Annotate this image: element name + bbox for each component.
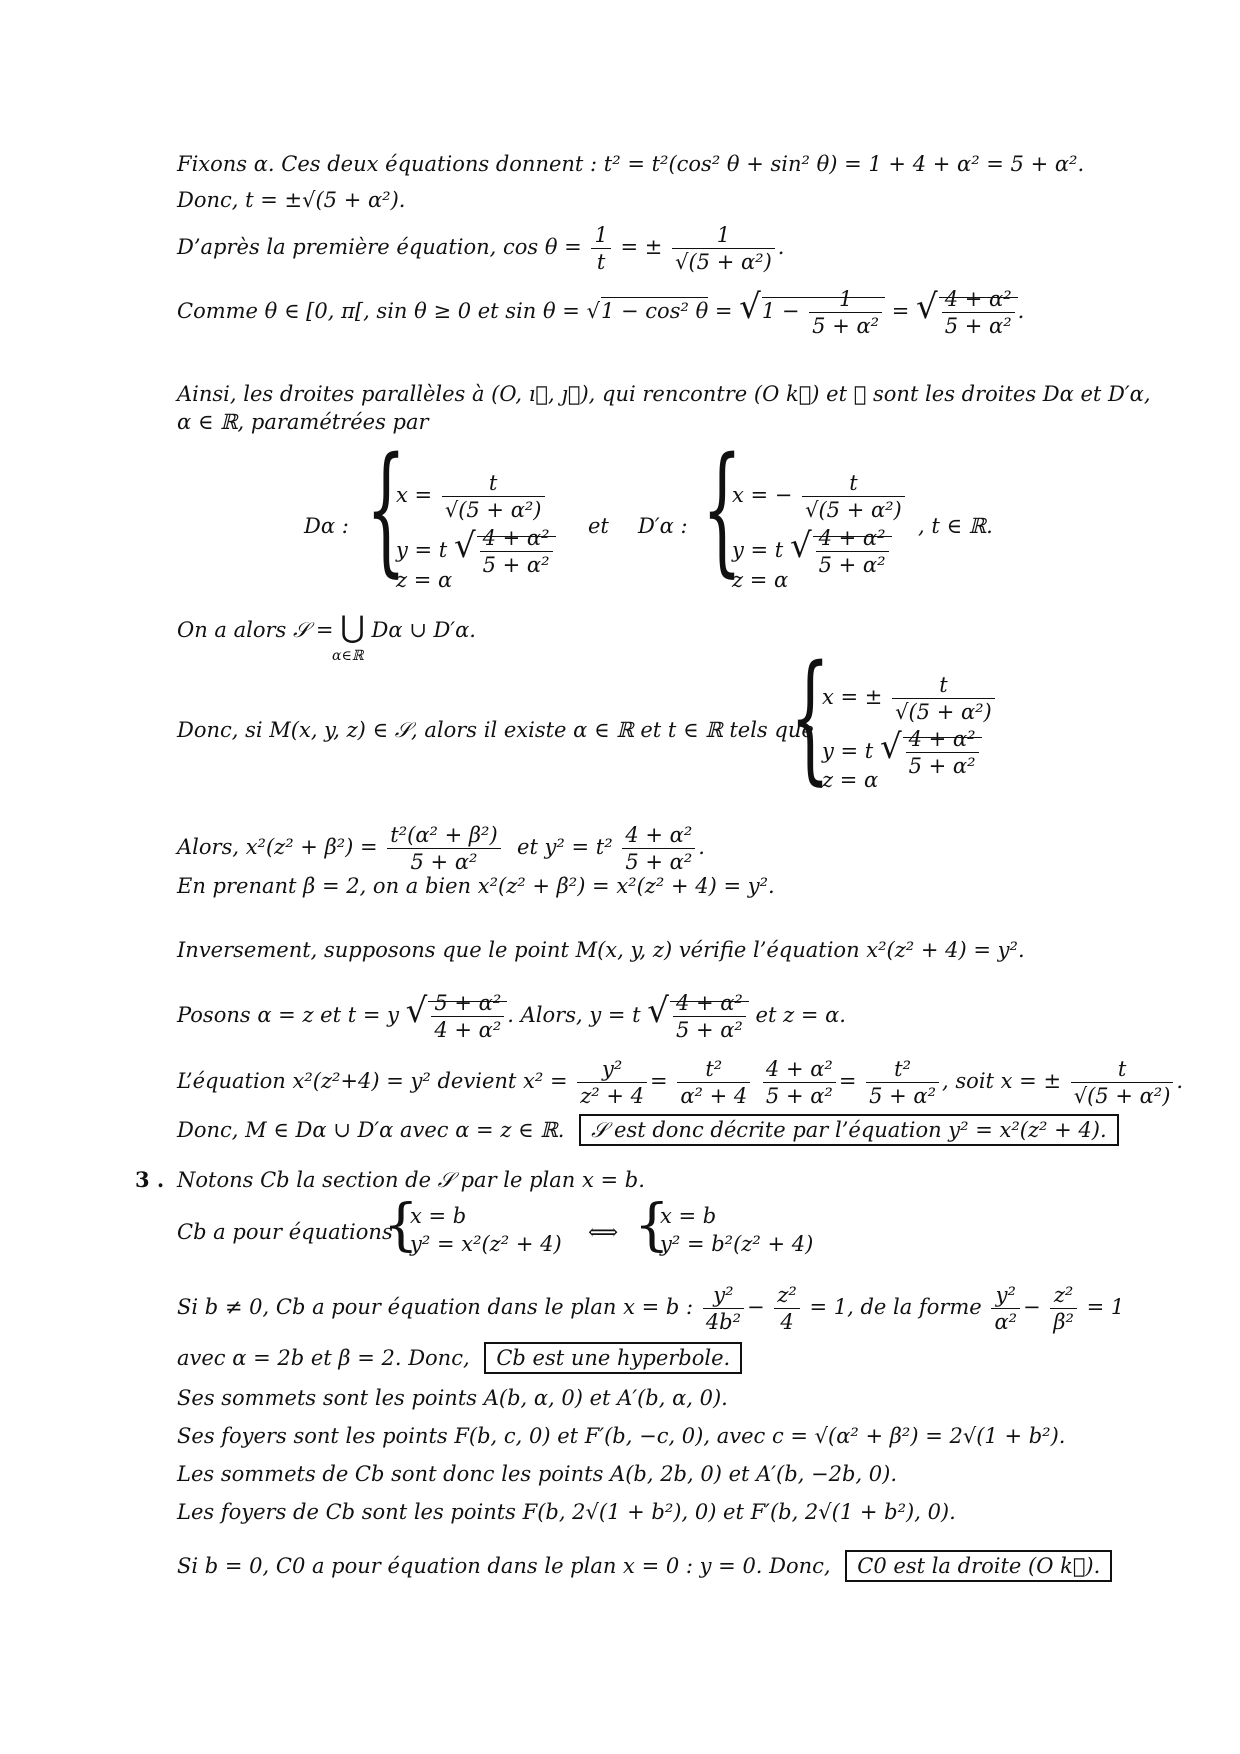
- system-C2-row2: y² = b²(z² + 4): [660, 1232, 814, 1256]
- denominator: α² + 4: [680, 1084, 748, 1108]
- line-12-b: Alors, y = t: [520, 1003, 641, 1027]
- numerator: 1: [591, 222, 610, 249]
- fraction-z2-over-4: [774, 1282, 799, 1335]
- denominator: 5 + α²: [818, 553, 886, 577]
- text-line-5: Ainsi, les droites parallèles à (O, ı⃗, ȷ⃗), qui rencontre (O k⃗) et ℋ sont les droites Dα et D′α,: [177, 382, 1151, 406]
- line-3-text: D’après la première équation, cos θ =: [177, 235, 582, 259]
- text-line-7: [177, 610, 476, 645]
- sys-Dp-y-label: y = t: [732, 538, 784, 562]
- text-line-15: Notons Cb la section de 𝒮 par le plan x = b.: [177, 1168, 645, 1192]
- numerator: z²: [774, 1282, 799, 1309]
- fraction-1-over-5a: [809, 286, 882, 339]
- text-line-18: [177, 1344, 742, 1372]
- text-line-6: α ∈ ℝ, paramétrées par: [177, 410, 429, 434]
- numerator: 1: [672, 222, 775, 249]
- line-13-b: , soit x = ±: [942, 1069, 1062, 1093]
- fraction-y2-over-z24: [577, 1056, 647, 1109]
- denominator: √(5 + α²): [444, 498, 542, 522]
- denominator: 5 + α²: [482, 553, 550, 577]
- sqrt-frac: [428, 991, 507, 1042]
- label-D-alpha: Dα :: [304, 514, 349, 538]
- denominator: 5 + α²: [944, 314, 1012, 338]
- system-C1-row1: x = b: [410, 1204, 467, 1228]
- fraction-t-over-sqrt: [892, 672, 995, 725]
- system-Dp-z: z = α: [732, 568, 789, 592]
- text-line-9: Alors, x²(z² + β²) = $\frac{\text{t²(α² + β²)}}{\text{5 + α²}}$ et y² = t² $\frac{\text{4 + α²}}{\text{5 + α²}}$ .: [177, 823, 705, 874]
- big-union-symbol: ⋃: [340, 610, 365, 645]
- fraction-t-over-sqrt: [802, 470, 905, 523]
- system-C1-row2: y² = x²(z² + 4): [410, 1232, 562, 1256]
- sqrt-frac: [813, 526, 892, 577]
- system-D-y: y = t √ $\frac{\text{4 + α²}}{\text{5 + α²}}$: [396, 525, 556, 578]
- sqrt-one-minus-cos: 1 − cos² θ: [600, 299, 709, 323]
- text-line-17: Si b ≠ 0, Cb a pour équation dans le plan x = b : $\frac{\text{y²}}{\text{4b²}}$ − $\frac{\text{z²}}{4}$ = 1, de la forme $\frac{\text{y²}}{\text{α²}}$ − $\frac{\text{z²}}{\text{β²}}$ = 1: [177, 1283, 1125, 1334]
- fraction-4a-over-5a: [816, 525, 889, 578]
- numerator: 4 + α²: [673, 990, 746, 1017]
- numerator: t²: [866, 1056, 939, 1083]
- line-17-c: = 1: [1086, 1295, 1125, 1319]
- denominator: β²: [1053, 1310, 1074, 1334]
- text-line-16: Cb a pour équations: [177, 1220, 393, 1244]
- numerator: t²: [677, 1056, 750, 1083]
- sys-M-x-label: x = ±: [822, 685, 883, 709]
- numerator: 4 + α²: [763, 1056, 836, 1083]
- text-line-8: Donc, si M(x, y, z) ∈ 𝒮, alors il existe α ∈ ℝ et t ∈ ℝ tels que: [177, 718, 814, 742]
- text-line-11: Inversement, supposons que le point M(x, y, z) vérifie l’équation x²(z² + 4) = y².: [177, 938, 1025, 962]
- line-12-c: et z = α.: [755, 1003, 846, 1027]
- one-minus: 1 −: [761, 299, 800, 323]
- sqrt-one-minus-frac: [761, 287, 885, 338]
- system-tail: , t ∈ ℝ.: [918, 514, 993, 538]
- text-line-3: D’après la première équation, cos θ = $\frac{1}{t}$ = ± $\frac{1}{\text{√(5 + α²)}}$ .: [177, 223, 785, 274]
- denominator: 5 + α²: [410, 850, 478, 874]
- denominator: 5 + α²: [625, 850, 693, 874]
- text-line-22: Les foyers de Cb sont les points F(b, 2√(1 + b²), 0) et F′(b, 2√(1 + b²), 0).: [177, 1500, 956, 1524]
- label-D-prime-alpha: D′α :: [638, 514, 688, 538]
- numerator: z²: [1050, 1282, 1077, 1309]
- denominator: √(5 + α²): [895, 700, 992, 724]
- sqrt-frac-4a-5a: [939, 287, 1018, 338]
- sys-Dp-x-label: x = −: [732, 483, 793, 507]
- sys-M-y-label: y = t: [822, 739, 874, 763]
- sqrt-frac: [903, 727, 982, 778]
- fraction-t2ab-over-5a: [387, 822, 500, 875]
- boxed-hyperbole: Cb est une hyperbole.: [484, 1342, 742, 1374]
- denominator: √(5 + α²): [675, 250, 772, 274]
- line-7-text: On a alors 𝒮 =: [177, 618, 334, 642]
- fraction-1-over-sqrt: [672, 222, 775, 275]
- system-D-x: [396, 470, 548, 523]
- denominator: 5 + α²: [869, 1084, 937, 1108]
- fraction-t2-over-a24: [677, 1056, 750, 1109]
- numerator: 4 + α²: [480, 525, 553, 552]
- fraction-1-over-t: [591, 222, 610, 275]
- sqrt-frac: [477, 526, 556, 577]
- numerator: t: [442, 470, 545, 497]
- numerator: t: [892, 672, 995, 699]
- text-line-1: Fixons α. Ces deux équations donnent : t² = t²(cos² θ + sin² θ) = 1 + 4 + α² = 5 + α².: [177, 152, 1085, 176]
- numerator: t: [802, 470, 905, 497]
- fraction-y2-over-a2: [991, 1282, 1020, 1335]
- fraction-4a-over-5a: [763, 1056, 836, 1109]
- text-line-14: [177, 1116, 1119, 1144]
- line-12-a: Posons α = z et t = y: [177, 1003, 399, 1027]
- denominator: √(5 + α²): [1073, 1084, 1171, 1108]
- line-18-a: avec α = 2b et β = 2. Donc,: [177, 1346, 470, 1370]
- system-Dp-x: [732, 470, 908, 523]
- numerator: y²: [703, 1282, 744, 1309]
- denominator: √(5 + α²): [805, 498, 902, 522]
- numerator: t²(α² + β²): [387, 822, 500, 849]
- sys-D-x-label: x =: [396, 483, 433, 507]
- line-23-a: Si b = 0, C0 a pour équation dans le plan x = 0 : y = 0. Donc,: [177, 1554, 831, 1578]
- system-D-z: z = α: [396, 568, 453, 592]
- section-number: 3 .: [135, 1167, 165, 1192]
- system-C2-row1: x = b: [660, 1204, 717, 1228]
- fraction-5a-over-4a: [431, 990, 504, 1043]
- line-4-text: Comme θ ∈ [0, π[, sin θ ≥ 0 et sin θ =: [177, 299, 580, 323]
- line-3-rest: = ±: [620, 235, 663, 259]
- text-line-12: Posons α = z et t = y √ $\frac{\text{5 + α²}}{\text{4 + α²}}$ . Alors, y = t √ $\frac{\text{4 + α²}}{\text{5 + α²}}$ et z = α.: [177, 991, 846, 1042]
- system-M-x: [822, 672, 998, 725]
- denominator: 4: [780, 1310, 794, 1334]
- boxed-C0-line: C0 est la droite (O k⃗).: [845, 1550, 1112, 1582]
- line-7-rest: Dα ∪ D′α.: [371, 618, 476, 642]
- text-line-20: Ses foyers sont les points F(b, c, 0) et F′(b, −c, 0), avec c = √(α² + β²) = 2√(1 + b²).: [177, 1424, 1066, 1448]
- denominator: 5 + α²: [765, 1084, 833, 1108]
- denominator: α²: [994, 1310, 1018, 1334]
- fraction-t-over-sqrt: [1071, 1056, 1174, 1109]
- fraction-y2-over-4b2: [703, 1282, 744, 1335]
- denominator: 5 + α²: [675, 1018, 743, 1042]
- text-line-4: Comme θ ∈ [0, π[, sin θ ≥ 0 et sin θ = √1 − cos² θ = √1 − $\frac{1}{\text{5 + α²}}$ = √ $\frac{\text{4 + α²}}{\text{5 + α²}}$ .: [177, 287, 1025, 338]
- union-subscript: α∈ℝ: [332, 648, 364, 664]
- denominator: 4b²: [705, 1310, 742, 1334]
- fraction-t2-over-5a: [866, 1056, 939, 1109]
- numerator: y²: [991, 1282, 1020, 1309]
- numerator: t: [1071, 1056, 1174, 1083]
- iff-symbol: ⟺: [588, 1220, 619, 1244]
- text-line-13: L’équation x²(z²+4) = y² devient x² = $\frac{\text{y²}}{\text{z² + 4}}$ = $\frac{\text{t²}}{\text{α² + 4}}$ $\frac{\text{4 + α²}}{\text{5 + α²}}$ = $\frac{\text{t²}}{\text{5 + α²}}$ , soit x = ± $\frac{t}{\text{√(5 + α²)}}$ .: [177, 1057, 1184, 1108]
- line-14-a: Donc, M ∈ Dα ∪ D′α avec α = z ∈ ℝ.: [177, 1118, 565, 1142]
- line-17-a: Si b ≠ 0, Cb a pour équation dans le plan x = b :: [177, 1295, 694, 1319]
- numerator: 4 + α²: [942, 286, 1015, 313]
- text-line-2: Donc, t = ±√(5 + α²).: [177, 188, 406, 212]
- left-brace-C2: {: [634, 1193, 670, 1258]
- numerator: 4 + α²: [816, 525, 889, 552]
- denominator: z² + 4: [580, 1084, 645, 1108]
- line-13-a: L’équation x²(z²+4) = y² devient x² =: [177, 1069, 568, 1093]
- numerator: 1: [809, 286, 882, 313]
- left-brace-Dp: {: [702, 428, 743, 591]
- fraction-z2-over-b2: [1050, 1282, 1077, 1335]
- boxed-result-equation: 𝒮 est donc décrite par l’équation y² = x²(z² + 4).: [579, 1114, 1119, 1146]
- fraction-4a-over-5a: [906, 726, 979, 779]
- fraction-t-over-sqrt: [442, 470, 545, 523]
- system-Dp-y: y = t √ $\frac{\text{4 + α²}}{\text{5 + α²}}$: [732, 525, 892, 578]
- left-brace-D: {: [366, 428, 407, 591]
- text-line-19: Ses sommets sont les points A(b, α, 0) et A′(b, α, 0).: [177, 1386, 728, 1410]
- left-brace-C1: {: [383, 1193, 419, 1258]
- sqrt-frac: [670, 991, 749, 1042]
- text-line-21: Les sommets de Cb sont donc les points A(b, 2b, 0) et A′(b, −2b, 0).: [177, 1462, 898, 1486]
- denominator: 4 + α²: [434, 1018, 502, 1042]
- line-9-b: et y² = t²: [517, 835, 613, 859]
- section-number-3: [135, 1166, 164, 1194]
- system-M-z: z = α: [822, 768, 879, 792]
- numerator: 4 + α²: [906, 726, 979, 753]
- denominator: 5 + α²: [812, 314, 880, 338]
- line-9-a: Alors, x²(z² + β²) =: [177, 835, 378, 859]
- sys-D-y-label: y = t: [396, 538, 448, 562]
- numerator: 5 + α²: [431, 990, 504, 1017]
- denominator: 5 + α²: [908, 754, 976, 778]
- text-line-23: [177, 1552, 1112, 1580]
- text-line-10: En prenant β = 2, on a bien x²(z² + β²) = x²(z² + 4) = y².: [177, 874, 775, 898]
- numerator: y²: [577, 1056, 647, 1083]
- denominator: t: [596, 250, 606, 274]
- fraction-4a-over-5a: [622, 822, 695, 875]
- fraction-4a-over-5a: [942, 286, 1015, 339]
- fraction-4a-over-5a: [480, 525, 553, 578]
- numerator: 4 + α²: [622, 822, 695, 849]
- line-17-b: = 1, de la forme: [809, 1295, 982, 1319]
- left-brace-M: {: [790, 636, 831, 799]
- fraction-4a-over-5a: [673, 990, 746, 1043]
- system-et: et: [588, 514, 609, 538]
- system-M-y: y = t √ $\frac{\text{4 + α²}}{\text{5 + α²}}$: [822, 726, 982, 779]
